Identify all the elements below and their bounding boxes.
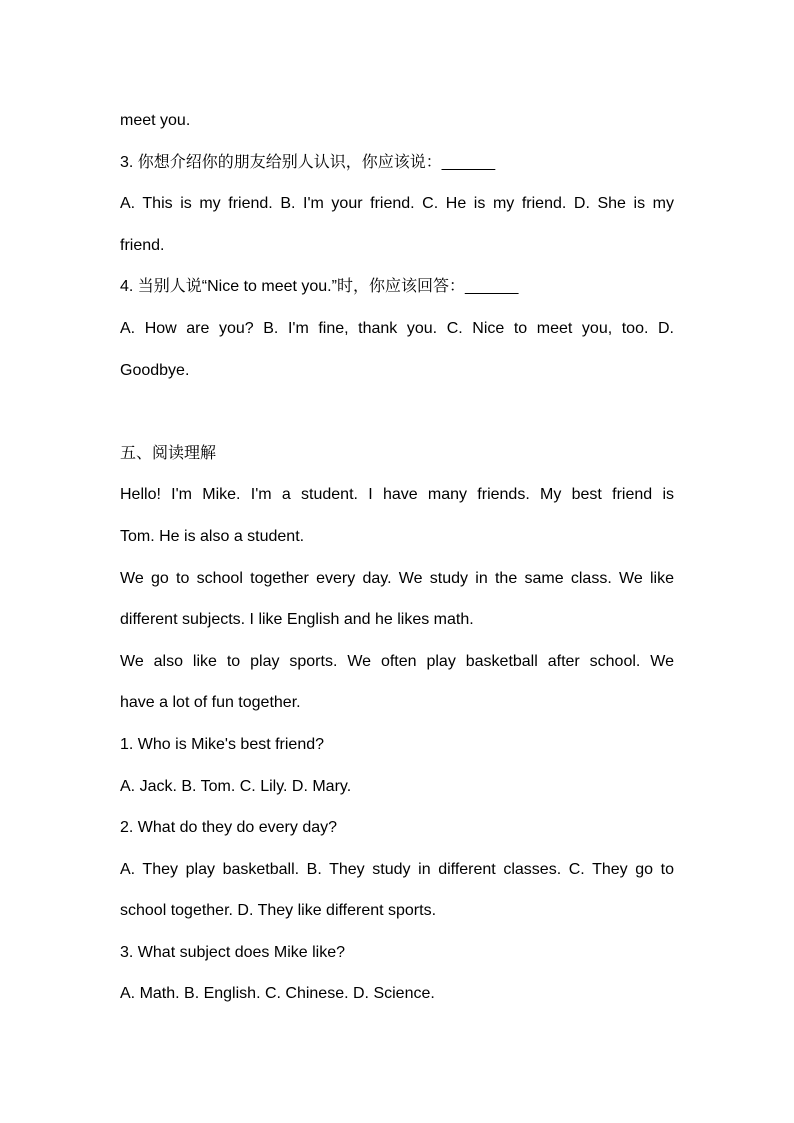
reading-question-3-stem: 3. What subject does Mike like? xyxy=(120,943,345,961)
passage-line: We go to school together every day. We study in the same class. We like xyxy=(120,569,674,587)
passage-line: Hello! I'm Mike. I'm a student. I have many friends. My best friend is xyxy=(120,486,674,504)
section-spacer xyxy=(120,391,674,433)
section-heading: 五、阅读理解 xyxy=(120,444,217,462)
passage-line: different subjects. I like English and he likes math. xyxy=(120,611,474,629)
passage-line: We also like to play sports. We often play basketball after school. We xyxy=(120,652,674,670)
question-4-options: A. How are you? B. I'm fine, thank you. C. Nice to meet you, too. D. xyxy=(120,319,674,337)
passage-line: Tom. He is also a student. xyxy=(120,527,305,545)
question-3-options-continued: friend. xyxy=(120,236,165,254)
document-body xyxy=(120,100,674,1015)
question-3-options: A. This is my friend. B. I'm your friend. C. He is my friend. D. She is my xyxy=(120,195,674,213)
reading-question-3-options: A. Math. B. English. C. Chinese. D. Science. xyxy=(120,985,435,1003)
reading-question-1-stem: 1. Who is Mike's best friend? xyxy=(120,735,325,753)
question-4-options-continued: Goodbye. xyxy=(120,361,190,379)
reading-question-2-options: A. They play basketball. B. They study in different classes. C. They go to xyxy=(120,860,674,878)
passage-line: have a lot of fun together. xyxy=(120,694,301,712)
question-3-stem: 3. 你想介绍你的朋友给别人认识，你应该说：______ xyxy=(120,153,496,171)
reading-question-1-options: A. Jack. B. Tom. C. Lily. D. Mary. xyxy=(120,777,352,795)
reading-question-2-options-continued: school together. D. They like different sports. xyxy=(120,902,437,920)
text-line: meet you. xyxy=(120,112,191,129)
question-4-stem: 4. 当别人说“Nice to meet you.”时，你应该回答：______ xyxy=(120,278,519,296)
reading-question-2-stem: 2. What do they do every day? xyxy=(120,819,338,837)
